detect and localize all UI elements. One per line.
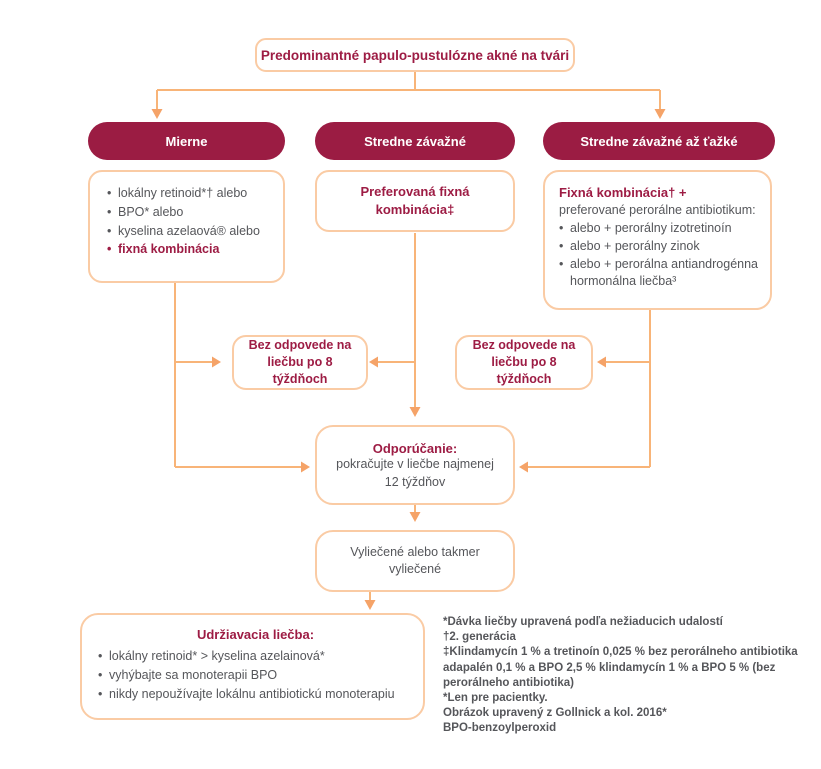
maintenance-item: • vyhýbajte sa monoterapii BPO <box>98 666 413 685</box>
mild-option-item: • BPO* alebo <box>107 203 275 222</box>
severe-treatment-box <box>543 170 772 310</box>
severity-pill-moderate-label: Stredne závažné <box>364 133 466 149</box>
cured-box <box>315 530 515 592</box>
severity-pill-mild-label: Mierne <box>165 133 208 149</box>
footnotes <box>443 615 811 736</box>
recommendation-title: Odporúčanie: <box>372 441 458 456</box>
footnote: *Dávka liečby upravená podľa nežiaducich udalostí <box>443 616 723 628</box>
maintenance-item: • nikdy nepoužívajte lokálnu antibiotickú monoterapiu <box>98 685 413 704</box>
no-response-left-label: Bez odpovede na liečbu po 8 týždňoch <box>248 338 352 386</box>
footnote: †2. generácia <box>443 631 516 644</box>
no-response-left-box <box>232 335 368 390</box>
footnote: Obrázok upravený z Gollnick a kol. 2016* <box>443 707 667 720</box>
severe-treatment-title: Fixná kombinácia† + <box>559 185 687 200</box>
recommendation-box <box>315 425 515 505</box>
severe-option-item: • alebo + perorálny zinok <box>559 238 762 256</box>
mild-option-item-fixed-combination: • fixná kombinácia <box>107 240 275 259</box>
root-title: Predominantné papulo-pustulózne akné na tvári <box>260 47 570 63</box>
footnote: ‡Klindamycín 1 % a tretinoín 0,025 % bez perorálneho antibiotika adapalén 0,1 % a BPO 2,5 % klindamycín 1 % a BPO 5 % (bez perorálneho antibiotika) <box>443 646 798 689</box>
mild-option-item: • lokálny retinoid*† alebo <box>107 184 275 203</box>
maintenance-item: • lokálny retinoid* > kyselina azelainová* <box>98 647 413 666</box>
footnote: *Len pre pacientky. <box>443 691 548 704</box>
severity-pill-severe <box>543 122 775 160</box>
severe-option-item: • alebo + perorálna antiandrogénna hormonálna liečba³ <box>559 256 762 292</box>
maintenance-items <box>98 647 413 703</box>
severity-pill-mild <box>88 122 285 160</box>
maintenance-title: Udržiavacia liečba: <box>196 627 315 642</box>
mild-option-item: • kyselina azelaová® alebo <box>107 222 275 241</box>
severe-treatment-subtitle: preferované perorálne antibiotikum: <box>559 203 756 218</box>
moderate-treatment-title: Preferovaná fixná kombinácia‡ <box>360 184 470 217</box>
severe-option-item: • alebo + perorálny izotretinoín <box>559 220 762 238</box>
severity-pill-moderate <box>315 122 515 160</box>
mild-options-box <box>88 170 285 283</box>
no-response-right-label: Bez odpovede na liečbu po 8 týždňoch <box>472 338 576 386</box>
moderate-treatment-box <box>315 170 515 232</box>
recommendation-body: pokračujte v liečbe najmenej 12 týždňov <box>336 457 494 489</box>
no-response-right-box <box>455 335 593 390</box>
maintenance-box <box>80 613 425 720</box>
cured-label: Vyliečené alebo takmer vyliečené <box>350 544 480 576</box>
severity-pill-severe-label: Stredne závažné až ťažké <box>580 133 738 149</box>
root-node <box>255 38 575 72</box>
footnote: BPO-benzoylperoxid <box>443 722 557 735</box>
